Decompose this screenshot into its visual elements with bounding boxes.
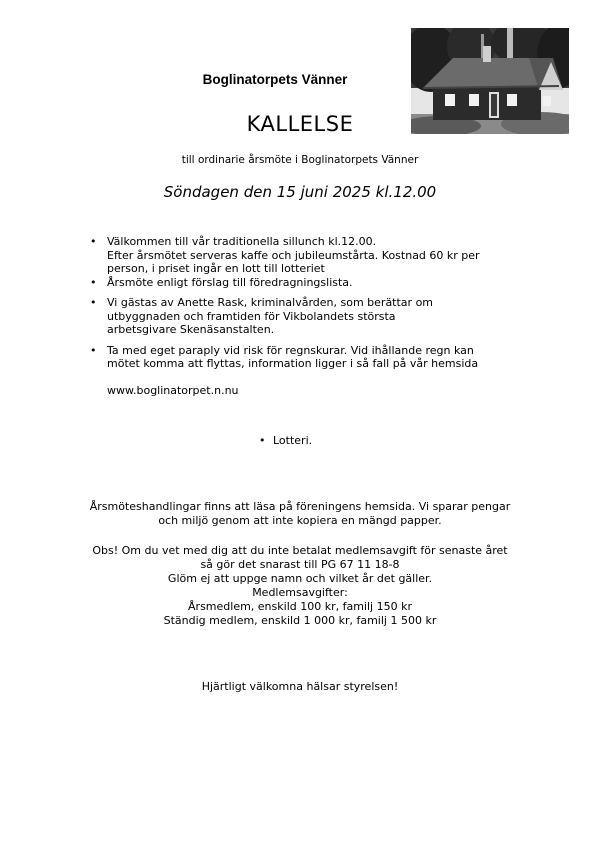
agenda-list [90,235,520,371]
membership-line: Glöm ej att uppge namn och vilket år det gäller. [167,572,433,585]
agenda-item [90,296,520,337]
agenda-item [90,344,520,371]
agenda-line: mötet komma att flyttas, information ligger i så fall på vår hemsida [107,357,479,370]
page-subtitle: till ordinarie årsmöte i Boglinatorpets Vänner [181,154,419,166]
agenda-line: utbyggnaden och framtiden för Vikbolandets största [107,309,396,323]
closing-greeting: Hjärtligt välkomna hälsar styrelsen! [201,680,399,693]
agenda-item [90,235,520,276]
agenda-line: • Välkommen till vår traditionella sillunch kl.12.00. [107,235,377,248]
agenda-line: • Vi gästas av Anette Rask, kriminalvården, som berättar om [107,296,434,309]
notice-line: och miljö genom att inte kopiera en mängd papper. [158,514,442,527]
lottery-item: • Lotteri. [259,434,312,447]
website-link[interactable]: www.boglinatorpet.n.nu [107,384,239,397]
meeting-date: Söndagen den 15 juni 2025 kl.12.00 [163,183,437,201]
membership-line: Obs! Om du vet med dig att du inte betalat medlemsavgift för senaste året [92,544,508,557]
agenda-line: Efter årsmötet serveras kaffe och jubileumstårta. Kostnad 60 kr per [107,248,480,262]
agenda-item [90,276,520,290]
membership-line: Medlemsavgifter: [252,586,348,599]
membership-info [60,544,540,628]
notice-line: Årsmöteshandlingar finns att läsa på föreningens hemsida. Vi sparar pengar [89,500,511,513]
membership-line: Ständig medlem, enskild 1 000 kr, familj 1 500 kr [163,614,437,627]
membership-line: Årsmedlem, enskild 100 kr, familj 150 kr [188,600,412,613]
documents-notice [60,500,540,528]
membership-line: så gör det snarast till PG 67 11 18-8 [200,558,400,571]
agenda-line: person, i priset ingår en lott till lotteriet [107,262,325,275]
agenda-line: arbetsgivare Skenäsanstalten. [107,323,275,336]
cottage-photo [411,28,569,134]
agenda-line: • Ta med eget paraply vid risk för regnskurar. Vid ihållande regn kan [107,343,474,357]
agenda-line: • Årsmöte enligt förslag till föredragningslista. [107,275,353,289]
page-title: KALLELSE [246,112,354,136]
organization-name: Boglinatorpets Vänner [202,72,348,87]
